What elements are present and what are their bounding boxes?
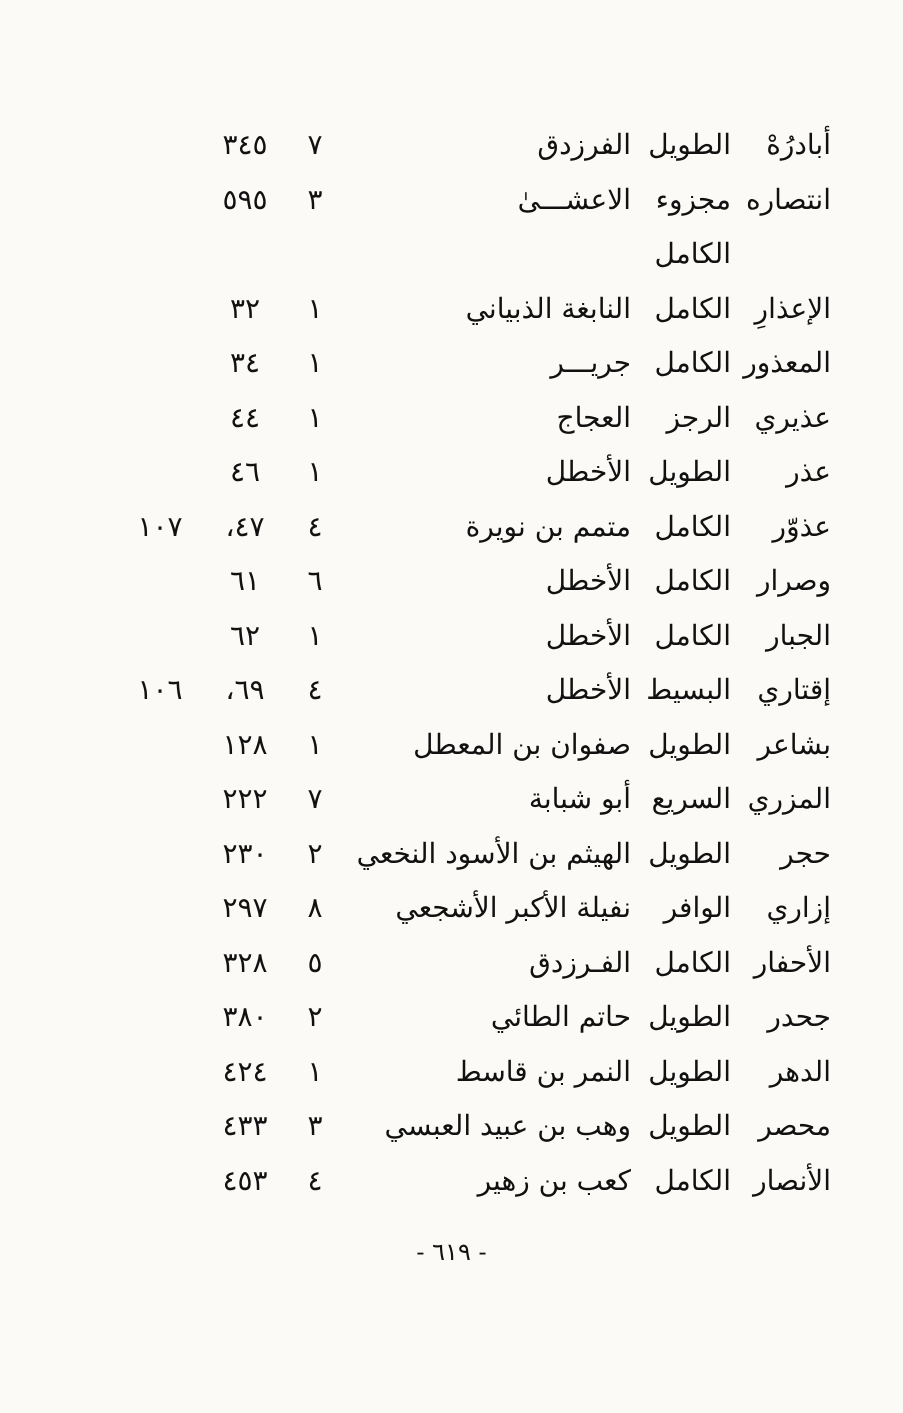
page-ref bbox=[200, 227, 290, 282]
poet-name: الهيثم بن الأسود النخعي bbox=[356, 836, 631, 870]
table-row bbox=[0, 1154, 903, 1209]
poet-name: النمر بن قاسط bbox=[455, 1054, 631, 1088]
page-ref-extra bbox=[120, 391, 200, 446]
meter-name: الوافر bbox=[663, 891, 731, 924]
meter-name: الطويل bbox=[648, 727, 731, 761]
page-ref: ٣٨٠ bbox=[222, 1000, 268, 1033]
rhyme-word: إزاري bbox=[766, 891, 831, 924]
page-ref: ٦١ bbox=[229, 564, 261, 597]
poet-name: الفرزدق bbox=[537, 128, 631, 161]
meter-name: الطويل bbox=[648, 1109, 731, 1142]
table-row bbox=[0, 936, 903, 991]
meter-name: الطويل bbox=[648, 1000, 731, 1033]
table-row bbox=[0, 336, 903, 391]
page-ref-extra bbox=[120, 336, 200, 391]
verse-count: ٤ bbox=[307, 1163, 323, 1197]
page-ref-extra bbox=[120, 881, 200, 936]
meter-name: الكامل bbox=[654, 291, 731, 325]
rhyme-word: عذوّر bbox=[772, 509, 831, 543]
rhyme-word: وصرار bbox=[756, 564, 831, 597]
verse-count: ٧ bbox=[307, 782, 323, 815]
table-row bbox=[0, 881, 903, 936]
poet-name: الفـرزدق bbox=[529, 945, 631, 979]
page-ref: ٤٥٣ bbox=[222, 1163, 268, 1197]
page-ref: ٤٦ bbox=[229, 455, 261, 488]
page-ref-extra bbox=[120, 554, 200, 609]
meter-name: الطويل bbox=[648, 1054, 731, 1088]
meter-name: الكامل bbox=[654, 945, 731, 979]
verse-count: ٥ bbox=[307, 945, 323, 979]
table-row bbox=[0, 173, 903, 228]
table-row bbox=[0, 1099, 903, 1154]
meter-name: الكامل bbox=[654, 237, 731, 270]
meter-name: الطويل bbox=[648, 128, 731, 161]
poet-name: وهب بن عبيد العبسي bbox=[384, 1109, 631, 1142]
meter-name: الكامل bbox=[654, 346, 731, 379]
rhyme-word: المعذور bbox=[743, 346, 831, 379]
page-ref: ٣٤ bbox=[229, 346, 261, 379]
page-ref: ٦٩، bbox=[225, 673, 265, 706]
index-table bbox=[0, 118, 903, 1208]
rhyme-word: بشاعر bbox=[757, 727, 831, 761]
rhyme-word: إقتاري bbox=[757, 673, 831, 706]
poet-name: متمم بن نويرة bbox=[465, 509, 631, 543]
verse-count: ٣ bbox=[307, 1109, 323, 1142]
rhyme-word: جحدر bbox=[767, 1000, 831, 1033]
table-row bbox=[0, 990, 903, 1045]
page-ref-extra: ١٠٧ bbox=[137, 509, 183, 543]
rhyme-word: الإعذارِ bbox=[754, 291, 831, 325]
table-row bbox=[0, 554, 903, 609]
page-ref-extra bbox=[120, 990, 200, 1045]
meter-name: الطويل bbox=[648, 836, 731, 870]
page-ref-extra bbox=[120, 1099, 200, 1154]
verse-count: ٢ bbox=[307, 836, 323, 870]
poet-name: الأخطل bbox=[545, 564, 631, 597]
rhyme-word: عذيري bbox=[754, 400, 831, 434]
verse-count bbox=[290, 227, 340, 282]
verse-count: ١ bbox=[307, 291, 323, 325]
poet-name: الأخطل bbox=[545, 673, 631, 706]
poet-name: كعب بن زهير bbox=[477, 1163, 631, 1197]
meter-name: السريع bbox=[651, 782, 731, 815]
meter-name: الكامل bbox=[654, 509, 731, 543]
page-ref-extra: ١٠٦ bbox=[137, 673, 183, 706]
page-ref: ٣٤٥ bbox=[222, 128, 268, 161]
poet-name: العجاج bbox=[556, 400, 631, 434]
rhyme-word: انتصاره bbox=[745, 182, 831, 216]
verse-count: ٤ bbox=[307, 509, 323, 543]
table-row bbox=[0, 391, 903, 446]
meter-name: الرجز bbox=[666, 400, 731, 434]
table-row bbox=[0, 500, 903, 555]
page-ref-extra bbox=[120, 1154, 200, 1209]
page-ref-extra bbox=[120, 1045, 200, 1100]
verse-count: ١ bbox=[307, 400, 323, 434]
page-ref-extra bbox=[120, 173, 200, 228]
poet-name: جريـــر bbox=[550, 346, 631, 379]
verse-count: ٦ bbox=[307, 564, 323, 597]
rhyme-word: عذر bbox=[786, 455, 831, 488]
meter-name: البسيط bbox=[646, 673, 731, 706]
poet-name: النابغة الذبياني bbox=[465, 291, 631, 325]
verse-count: ١ bbox=[307, 346, 323, 379]
table-row bbox=[0, 282, 903, 337]
page-ref-extra bbox=[120, 827, 200, 882]
verse-count: ٧ bbox=[307, 128, 323, 161]
poet-name: صفوان بن المعطل bbox=[413, 727, 631, 761]
rhyme-word: الجبار bbox=[766, 618, 831, 652]
verse-count: ١ bbox=[307, 727, 323, 761]
page-ref: ٤٢٤ bbox=[222, 1054, 268, 1088]
page-ref-extra bbox=[120, 936, 200, 991]
page-ref: ٣٢٨ bbox=[222, 945, 268, 979]
page-ref-extra bbox=[120, 445, 200, 500]
page-ref: ٢٢٢ bbox=[222, 782, 268, 815]
table-row bbox=[0, 663, 903, 718]
meter-name: الطويل bbox=[648, 455, 731, 488]
page-ref: ٤٣٣ bbox=[222, 1109, 268, 1142]
poet-name: الاعشـــىٰ bbox=[517, 182, 631, 216]
poet-name: نفيلة الأكبر الأشجعي bbox=[395, 891, 631, 924]
poet-name: حاتم الطائي bbox=[490, 1000, 631, 1033]
table-row bbox=[0, 1045, 903, 1100]
page-number: - ٦١٩ - bbox=[416, 1238, 487, 1266]
table-row bbox=[0, 227, 903, 282]
page-ref: ٣٢ bbox=[229, 291, 261, 325]
poet-name: الأخطل bbox=[545, 455, 631, 488]
verse-count: ٣ bbox=[307, 182, 323, 216]
verse-count: ١ bbox=[307, 1054, 323, 1088]
page-ref: ٢٣٠ bbox=[222, 836, 268, 870]
page-ref-extra bbox=[120, 282, 200, 337]
page-ref: ٢٩٧ bbox=[222, 891, 268, 924]
page-ref: ٦٢ bbox=[229, 618, 261, 652]
table-row bbox=[0, 772, 903, 827]
verse-count: ٤ bbox=[307, 673, 323, 706]
meter-name: الكامل bbox=[654, 564, 731, 597]
page-ref-extra bbox=[120, 227, 200, 282]
page-ref: ١٢٨ bbox=[222, 727, 268, 761]
poet-name: أبو شبابة bbox=[528, 782, 631, 815]
meter-name: مجزوء bbox=[655, 182, 731, 216]
verse-count: ١ bbox=[307, 455, 323, 488]
table-row bbox=[0, 609, 903, 664]
rhyme-word: محصر bbox=[758, 1109, 831, 1142]
table-row bbox=[0, 827, 903, 882]
table-row bbox=[0, 118, 903, 173]
page-ref-extra bbox=[120, 609, 200, 664]
page-ref-extra bbox=[120, 772, 200, 827]
rhyme-word: أبادرُهْ bbox=[766, 128, 831, 161]
poet-name bbox=[331, 227, 631, 282]
table-row bbox=[0, 718, 903, 773]
page-ref-extra bbox=[120, 718, 200, 773]
rhyme-word: الأحفار bbox=[753, 945, 831, 979]
table-row bbox=[0, 445, 903, 500]
rhyme-word: حجر bbox=[780, 836, 831, 870]
verse-count: ١ bbox=[307, 618, 323, 652]
verse-count: ٢ bbox=[307, 1000, 323, 1033]
rhyme-word: الدهر bbox=[769, 1054, 831, 1088]
meter-name: الكامل bbox=[654, 1163, 731, 1197]
verse-count: ٨ bbox=[307, 891, 323, 924]
meter-name: الكامل bbox=[654, 618, 731, 652]
page-ref: ٤٧، bbox=[225, 509, 265, 543]
poet-name: الأخطل bbox=[545, 618, 631, 652]
rhyme-word bbox=[721, 227, 831, 282]
rhyme-word: الأنصار bbox=[753, 1163, 831, 1197]
page-ref: ٤٤ bbox=[229, 400, 261, 434]
page-ref: ٥٩٥ bbox=[222, 182, 268, 216]
page-ref-extra bbox=[120, 118, 200, 173]
rhyme-word: المزري bbox=[747, 782, 831, 815]
